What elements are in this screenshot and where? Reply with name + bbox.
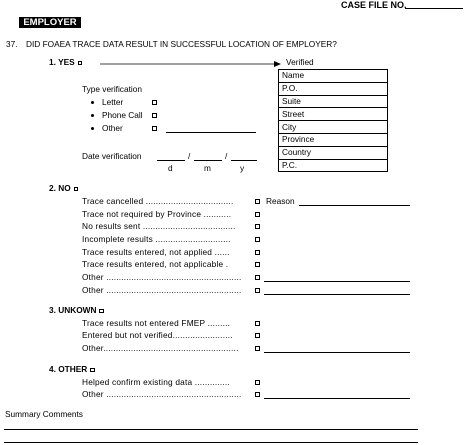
type-phone[interactable] bbox=[91, 111, 143, 119]
no-other-input[interactable] bbox=[264, 281, 410, 282]
unknown-item: Trace results not entered FMEP ......... bbox=[82, 318, 231, 328]
unknown-item-checkbox[interactable] bbox=[255, 321, 260, 326]
case-file-label: CASE FILE NO. bbox=[341, 0, 407, 10]
yes-option[interactable] bbox=[49, 58, 82, 66]
type-phone-checkbox[interactable] bbox=[152, 113, 157, 118]
unknown-item-checkbox[interactable] bbox=[255, 333, 260, 338]
unknown-item: Entered but not verified........................ bbox=[82, 330, 233, 340]
summary-line-2[interactable] bbox=[4, 442, 418, 443]
no-item: Incomplete results .............................. bbox=[82, 234, 231, 244]
verified-table bbox=[278, 69, 388, 172]
no-item-checkbox[interactable] bbox=[255, 237, 260, 242]
question-text: DID FOAEA TRACE DATA RESULT IN SUCCESSFUL LOCATION OF EMPLOYER? bbox=[26, 39, 337, 49]
date-part-d: d bbox=[168, 163, 173, 173]
date-day-input[interactable] bbox=[157, 160, 185, 161]
verified-field-name[interactable]: Name bbox=[279, 70, 388, 83]
yes-label: 1. YES bbox=[49, 57, 75, 67]
type-phone-label: Phone Call bbox=[102, 110, 143, 120]
other-item-checkbox[interactable] bbox=[255, 392, 260, 397]
no-item-checkbox[interactable] bbox=[255, 199, 260, 204]
verified-field-province[interactable]: Province bbox=[279, 133, 388, 146]
unknown-label: 3. UNKOWN bbox=[49, 305, 97, 315]
date-part-y: y bbox=[240, 163, 245, 173]
unknown-checkbox[interactable] bbox=[99, 309, 104, 314]
date-verification-label: Date verification bbox=[82, 151, 142, 161]
yes-checkbox[interactable] bbox=[78, 61, 83, 66]
date-month-input[interactable] bbox=[194, 160, 222, 161]
verified-field-country[interactable]: Country bbox=[279, 146, 388, 159]
verified-field-street[interactable]: Street bbox=[279, 108, 388, 121]
question-number: 37. bbox=[6, 39, 18, 49]
case-file-input[interactable] bbox=[405, 8, 463, 9]
no-label: 2. NO bbox=[49, 183, 71, 193]
other-item-checkbox[interactable] bbox=[255, 380, 260, 385]
type-letter[interactable] bbox=[91, 98, 123, 106]
no-item-checkbox[interactable] bbox=[255, 275, 260, 280]
unknown-other-input[interactable] bbox=[264, 352, 410, 353]
verified-field-pc[interactable]: P.C. bbox=[279, 159, 388, 172]
no-item-checkbox[interactable] bbox=[255, 212, 260, 217]
type-other-checkbox[interactable] bbox=[152, 126, 157, 131]
type-other-input[interactable] bbox=[166, 132, 256, 133]
bullet-icon bbox=[91, 101, 94, 104]
no-item: Other ...................................................... bbox=[82, 272, 242, 282]
summary-line-1[interactable] bbox=[4, 429, 418, 430]
date-year-input[interactable] bbox=[231, 160, 257, 161]
other-item: Other ...................................................... bbox=[82, 389, 242, 399]
verified-field-po[interactable]: P.O. bbox=[279, 82, 388, 95]
verified-field-suite[interactable]: Suite bbox=[279, 95, 388, 108]
other-option[interactable] bbox=[49, 365, 95, 373]
unknown-item-checkbox[interactable] bbox=[255, 346, 260, 351]
bullet-icon bbox=[91, 127, 94, 130]
other-checkbox[interactable] bbox=[90, 368, 95, 373]
no-item-checkbox[interactable] bbox=[255, 288, 260, 293]
no-item-checkbox[interactable] bbox=[255, 250, 260, 255]
type-letter-label: Letter bbox=[102, 97, 124, 107]
no-item: Trace results entered, not applicable . bbox=[82, 259, 229, 269]
unknown-item: Other...................................................... bbox=[82, 343, 239, 353]
no-item: No results sent ..................................... bbox=[82, 221, 236, 231]
no-item-checkbox[interactable] bbox=[255, 224, 260, 229]
no-checkbox[interactable] bbox=[74, 187, 79, 192]
other-item: Helped confirm existing data .............. bbox=[82, 377, 230, 387]
no-item: Trace results entered, not applied ...... bbox=[82, 247, 230, 257]
bullet-icon bbox=[91, 114, 94, 117]
arrow-icon bbox=[100, 60, 282, 68]
no-item-checkbox[interactable] bbox=[255, 262, 260, 267]
no-option[interactable] bbox=[49, 184, 78, 192]
section-title: EMPLOYER bbox=[19, 17, 81, 28]
reason-label: Reason bbox=[266, 196, 295, 206]
type-verification-label: Type verification bbox=[82, 84, 142, 94]
type-other-label: Other bbox=[102, 123, 123, 133]
type-other[interactable] bbox=[91, 124, 123, 132]
verified-field-city[interactable]: City bbox=[279, 121, 388, 134]
type-letter-checkbox[interactable] bbox=[152, 100, 157, 105]
reason-input[interactable] bbox=[299, 205, 410, 206]
no-item: Trace cancelled ................................... bbox=[82, 196, 234, 206]
date-part-m: m bbox=[204, 163, 211, 173]
date-sep-1: / bbox=[188, 151, 191, 161]
summary-label: Summary Comments bbox=[5, 409, 83, 419]
other-label: 4. OTHER bbox=[49, 364, 88, 374]
verified-label: Verified bbox=[286, 57, 314, 67]
no-other-input[interactable] bbox=[264, 294, 410, 295]
date-sep-2: / bbox=[225, 151, 228, 161]
no-item: Other ...................................................... bbox=[82, 285, 242, 295]
other-other-input[interactable] bbox=[264, 398, 410, 399]
no-item: Trace not required by Province ........... bbox=[82, 209, 232, 219]
unknown-option[interactable] bbox=[49, 306, 104, 314]
